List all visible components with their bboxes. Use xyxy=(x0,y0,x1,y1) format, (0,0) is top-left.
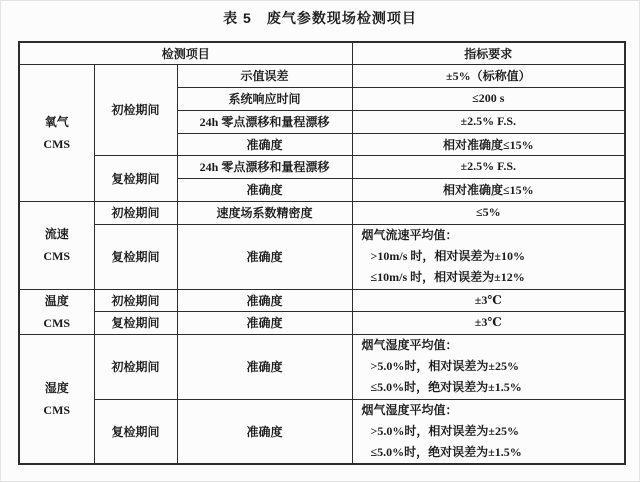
requirement-line: ≤10m/s 时，相对误差为±12% xyxy=(370,270,525,284)
requirement-cell: 相对准确度≤15% xyxy=(352,178,625,201)
section-label-oxygen-cms xyxy=(19,64,94,201)
section-label-line: 温度 xyxy=(44,293,69,308)
table-row xyxy=(19,224,625,289)
page-title: 表 5 废气参数现场检测项目 xyxy=(223,10,417,26)
period-cell: 初检期间 xyxy=(94,64,177,155)
requirement-line: 烟气湿度平均值： xyxy=(361,402,458,417)
section-label-flow-cms xyxy=(19,201,94,289)
item-cell: 速度场系数精密度 xyxy=(177,201,352,224)
item-cell: 准确度 xyxy=(177,289,352,311)
requirement-cell: 相对准确度≤15% xyxy=(352,133,625,155)
requirement-line: ≤5.0%时，绝对误差为±1.5% xyxy=(370,444,522,459)
period-cell: 初检期间 xyxy=(94,201,177,224)
table-row xyxy=(19,334,625,399)
header-detection-item: 检测项目 xyxy=(19,42,352,64)
item-cell: 系统响应时间 xyxy=(177,87,352,110)
table-row xyxy=(19,155,625,178)
section-label-line: 湿度 xyxy=(44,380,69,395)
requirement-cell: ±3℃ xyxy=(352,289,625,311)
table-row xyxy=(19,289,625,311)
period-cell: 复检期间 xyxy=(94,311,177,334)
section-label-line: CMS xyxy=(43,249,71,263)
requirement-cell: ±2.5% F.S. xyxy=(352,110,625,133)
section-label-line: CMS xyxy=(43,402,71,417)
period-cell: 复检期间 xyxy=(94,224,177,289)
requirement-cell xyxy=(352,224,625,289)
table-row xyxy=(19,64,625,87)
requirement-line: >5.0%时，相对误差为±25% xyxy=(370,423,519,438)
requirement-cell: ≤200 s xyxy=(352,87,625,110)
item-cell: 24h 零点漂移和量程漂移 xyxy=(177,155,352,178)
period-cell: 初检期间 xyxy=(94,289,177,311)
item-cell: 准确度 xyxy=(177,133,352,155)
section-label-line: 流速 xyxy=(44,227,69,241)
table-row xyxy=(19,201,625,224)
section-label-line: CMS xyxy=(43,136,71,151)
requirement-cell: ≤5% xyxy=(352,201,625,224)
item-cell: 准确度 xyxy=(177,334,352,399)
table-header-row xyxy=(19,42,625,64)
requirement-cell: ±3℃ xyxy=(352,311,625,334)
requirement-cell: ±2.5% F.S. xyxy=(352,155,625,178)
section-label-temperature-cms xyxy=(19,289,94,334)
period-cell: 初检期间 xyxy=(94,334,177,399)
section-label-line: CMS xyxy=(43,315,71,330)
requirement-cell: ±5%（标称值） xyxy=(352,64,625,87)
requirement-cell xyxy=(352,334,625,399)
requirement-line: ≤5.0%时，绝对误差为±1.5% xyxy=(370,380,522,394)
item-cell: 24h 零点漂移和量程漂移 xyxy=(177,110,352,133)
item-cell: 示值误差 xyxy=(177,64,352,87)
item-cell: 准确度 xyxy=(177,399,352,464)
requirement-cell xyxy=(352,399,625,464)
detection-table xyxy=(18,41,626,465)
header-requirement: 指标要求 xyxy=(352,42,625,64)
table-row xyxy=(19,311,625,334)
requirement-line: 烟气流速平均值： xyxy=(361,228,458,242)
section-label-humidity-cms xyxy=(19,334,94,464)
item-cell: 准确度 xyxy=(177,311,352,334)
requirement-line: >10m/s 时，相对误差为±10% xyxy=(370,249,525,263)
requirement-line: >5.0%时，相对误差为±25% xyxy=(370,359,519,373)
requirement-line: 烟气湿度平均值： xyxy=(361,338,458,352)
period-cell: 复检期间 xyxy=(94,155,177,201)
table-row xyxy=(19,399,625,464)
item-cell: 准确度 xyxy=(177,224,352,289)
item-cell: 准确度 xyxy=(177,178,352,201)
period-cell: 复检期间 xyxy=(94,399,177,464)
section-label-line: 氧气 xyxy=(44,114,69,129)
